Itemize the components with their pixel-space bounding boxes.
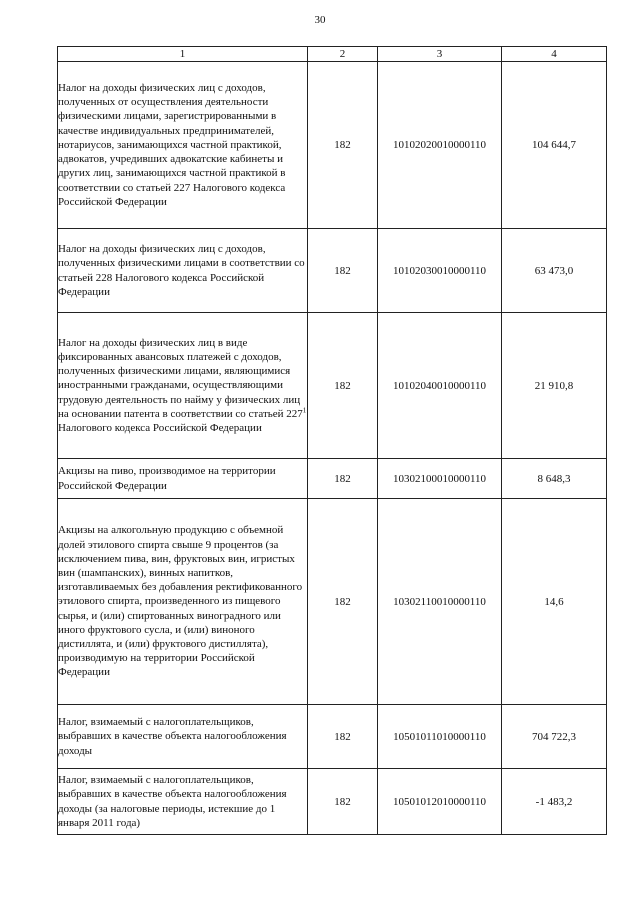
row-name: Налог, взимаемый с налогоплательщиков, выбравших в качестве объекта налогообложения доходы (за налоговые периоды, истекшие до 1 января 2011 года) xyxy=(58,769,308,835)
row-admin-code: 182 xyxy=(308,499,378,705)
row-admin-code: 182 xyxy=(308,459,378,499)
column-header-3: 3 xyxy=(378,47,502,62)
row-admin-code: 182 xyxy=(308,62,378,229)
row-kbk-code: 10302110010000110 xyxy=(378,499,502,705)
row-amount: 704 722,3 xyxy=(502,705,607,769)
table-row xyxy=(58,499,607,705)
row-name: Акцизы на алкогольную продукцию с объемной долей этилового спирта свыше 9 процентов (за исключением пива, вин, фруктовых вин, игристых вин (шампанских), винных напитков, изготавливаемых без добавления ректификованного этилового спирта, произведенного из пищевого сырья, и (или) спиртованных виноградного или иного фруктового сусла, и (или) виноного дистиллята, и (или) фруктового дистиллята), производимую на территории Российской Федерации xyxy=(58,499,308,705)
row-name-text-end: Налогового кодекса Российской Федерации xyxy=(58,422,262,434)
row-kbk-code: 10501011010000110 xyxy=(378,705,502,769)
row-name xyxy=(58,313,308,459)
table-row xyxy=(58,459,607,499)
column-header-1: 1 xyxy=(58,47,308,62)
table-row xyxy=(58,769,607,835)
table-row xyxy=(58,313,607,459)
row-name: Налог на доходы физических лиц с доходов, полученных от осуществления деятельности физическими лицами, зарегистрированными в качестве индивидуальных предпринимателей, нотариусов, занимающихся частной практикой, адвокатов, учредивших адвокатские кабинеты и других лиц, занимающихся частной практикой в соответствии со статьей 227 Налогового кодекса Российской Федерации xyxy=(58,62,308,229)
row-name-text: Налог на доходы физических лиц в виде фиксированных авансовых платежей с доходов, полученных физическими лицами, являющимися иностранными гражданами, осуществляющими трудовую деятельность по найму у физических лиц на основании патента в соответствии со статьей 227 xyxy=(58,336,303,420)
table-row xyxy=(58,705,607,769)
page-number: 30 xyxy=(314,14,326,26)
row-kbk-code: 10102030010000110 xyxy=(378,229,502,313)
column-header-2: 2 xyxy=(308,47,378,62)
table-row xyxy=(58,229,607,313)
table-row xyxy=(58,62,607,229)
row-amount: 21 910,8 xyxy=(502,313,607,459)
row-name: Налог на доходы физических лиц с доходов, полученных физическими лицами в соответствии со статьей 228 Налогового кодекса Российской Федерации xyxy=(58,229,308,313)
row-admin-code: 182 xyxy=(308,769,378,835)
row-name: Акцизы на пиво, производимое на территории Российской Федерации xyxy=(58,459,308,499)
row-amount: 63 473,0 xyxy=(502,229,607,313)
row-amount: 104 644,7 xyxy=(502,62,607,229)
row-name: Налог, взимаемый с налогоплательщиков, выбравших в качестве объекта налогообложения доходы xyxy=(58,705,308,769)
row-amount: -1 483,2 xyxy=(502,769,607,835)
row-amount: 8 648,3 xyxy=(502,459,607,499)
row-kbk-code: 10102040010000110 xyxy=(378,313,502,459)
column-header-4: 4 xyxy=(502,47,607,62)
table-header-row xyxy=(58,47,607,62)
row-amount: 14,6 xyxy=(502,499,607,705)
row-kbk-code: 10501012010000110 xyxy=(378,769,502,835)
row-admin-code: 182 xyxy=(308,229,378,313)
row-kbk-code: 10302100010000110 xyxy=(378,459,502,499)
row-admin-code: 182 xyxy=(308,705,378,769)
revenue-table xyxy=(57,46,607,835)
row-admin-code: 182 xyxy=(308,313,378,459)
footnote-superscript: 1 xyxy=(302,406,307,415)
row-kbk-code: 10102020010000110 xyxy=(378,62,502,229)
